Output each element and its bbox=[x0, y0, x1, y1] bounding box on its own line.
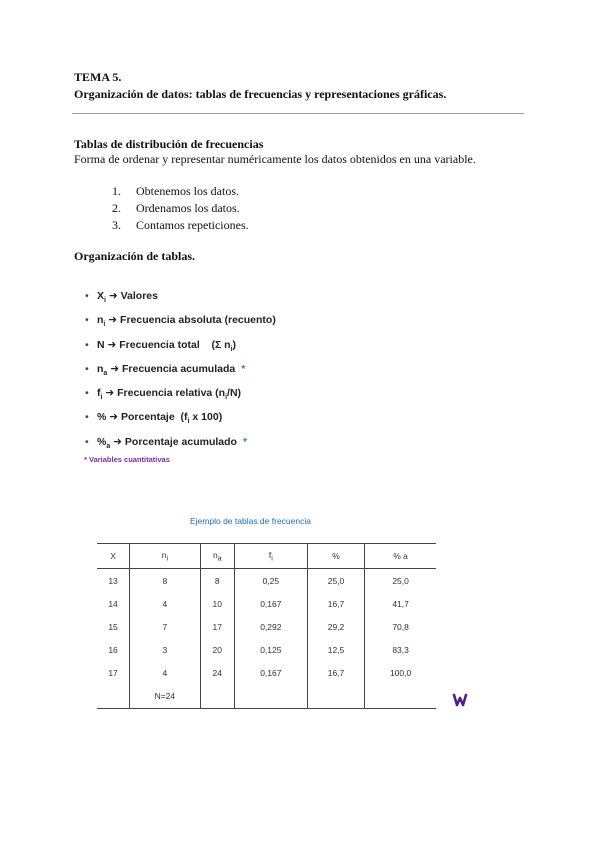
frequency-table bbox=[97, 543, 436, 709]
list-item: 1. Obtenemos los datos. bbox=[112, 184, 239, 198]
total-n-cell: N=24 bbox=[130, 684, 201, 709]
table-row: 14 4 10 0,167 16,7 41,7 bbox=[97, 592, 436, 615]
section-description: Forma de ordenar y representar numéricamente los datos obtenidos en una variable. bbox=[74, 152, 476, 166]
right-arrow-icon: ➜ bbox=[107, 338, 117, 351]
table-total-row bbox=[97, 684, 436, 709]
col-header-fi: $f_i$ bbox=[234, 544, 307, 569]
table-row: 17 4 24 0,167 16,7 100,0 bbox=[97, 661, 436, 684]
table-header-row bbox=[97, 544, 436, 569]
col-header-pct: % bbox=[307, 544, 364, 569]
list-item: 3. Contamos repeticiones. bbox=[112, 218, 249, 232]
bullet-dot-icon: • bbox=[85, 387, 89, 400]
bullet-dot-icon: • bbox=[85, 362, 89, 375]
section-heading-distribution: Tablas de distribución de frecuencias bbox=[74, 137, 264, 151]
legend-item-absolute: • $n_i$ ➜ Frecuencia absoluta (recuento) bbox=[85, 314, 276, 329]
legend-item-relative: • $f_i$ ➜ Frecuencia relativa $(n_i/N)$ bbox=[85, 387, 242, 402]
steps-list bbox=[112, 183, 249, 234]
legend-item-percent: • % ➜ Porcentaje ($f_i$ x 100) bbox=[85, 411, 223, 426]
legend-item-cum-percent: • $\%_a$ ➜ Porcentaje acumulado * bbox=[85, 435, 248, 450]
right-arrow-icon: ➜ bbox=[108, 314, 118, 327]
wuolah-logo-icon bbox=[452, 693, 470, 707]
right-arrow-icon: ➜ bbox=[109, 411, 119, 424]
legend-item-values: • $X_i$ ➜ Valores bbox=[85, 290, 158, 305]
page-subtitle: Organización de datos: tablas de frecuencias y representaciones gráficas. bbox=[74, 87, 447, 101]
page-title: TEMA 5. bbox=[74, 70, 122, 84]
right-arrow-icon: ➜ bbox=[113, 435, 122, 448]
right-arrow-icon: ➜ bbox=[108, 290, 118, 302]
table-caption: Ejemplo de tablas de frecuencia bbox=[190, 516, 311, 526]
right-arrow-icon: ➜ bbox=[110, 362, 120, 375]
legend-item-total: • N ➜ Frecuencia total (Σ $n_i$) bbox=[85, 338, 237, 353]
bullet-dot-icon: • bbox=[85, 290, 89, 302]
footnote-quantitative: * Variables cuantitativas bbox=[84, 455, 170, 464]
table-row: 16 3 20 0,125 12,5 83,3 bbox=[97, 638, 436, 661]
table-row: 15 7 17 0,292 29,2 70,8 bbox=[97, 615, 436, 638]
bullet-dot-icon: • bbox=[85, 338, 89, 351]
quantitative-marker: * bbox=[241, 362, 246, 375]
col-header-ni: $n_i$ bbox=[130, 544, 201, 569]
notation-legend bbox=[85, 288, 276, 458]
col-header-pct-a: % a bbox=[365, 544, 436, 569]
quantitative-marker: * bbox=[242, 435, 248, 448]
bullet-dot-icon: • bbox=[85, 435, 89, 448]
header-divider bbox=[72, 113, 524, 114]
bullet-dot-icon: • bbox=[85, 411, 89, 424]
table-row: 13 8 8 0,25 25,0 25,0 bbox=[97, 569, 436, 593]
col-header-x: X bbox=[97, 544, 130, 569]
right-arrow-icon: ➜ bbox=[105, 387, 115, 400]
bullet-dot-icon: • bbox=[85, 314, 89, 327]
section-heading-tables: Organización de tablas. bbox=[74, 249, 196, 263]
legend-item-cumulative: • $n_a$ ➜ Frecuencia acumulada * bbox=[85, 362, 246, 377]
col-header-na: $n_a$ bbox=[200, 544, 234, 569]
list-item: 2. Ordenamos los datos. bbox=[112, 201, 240, 215]
